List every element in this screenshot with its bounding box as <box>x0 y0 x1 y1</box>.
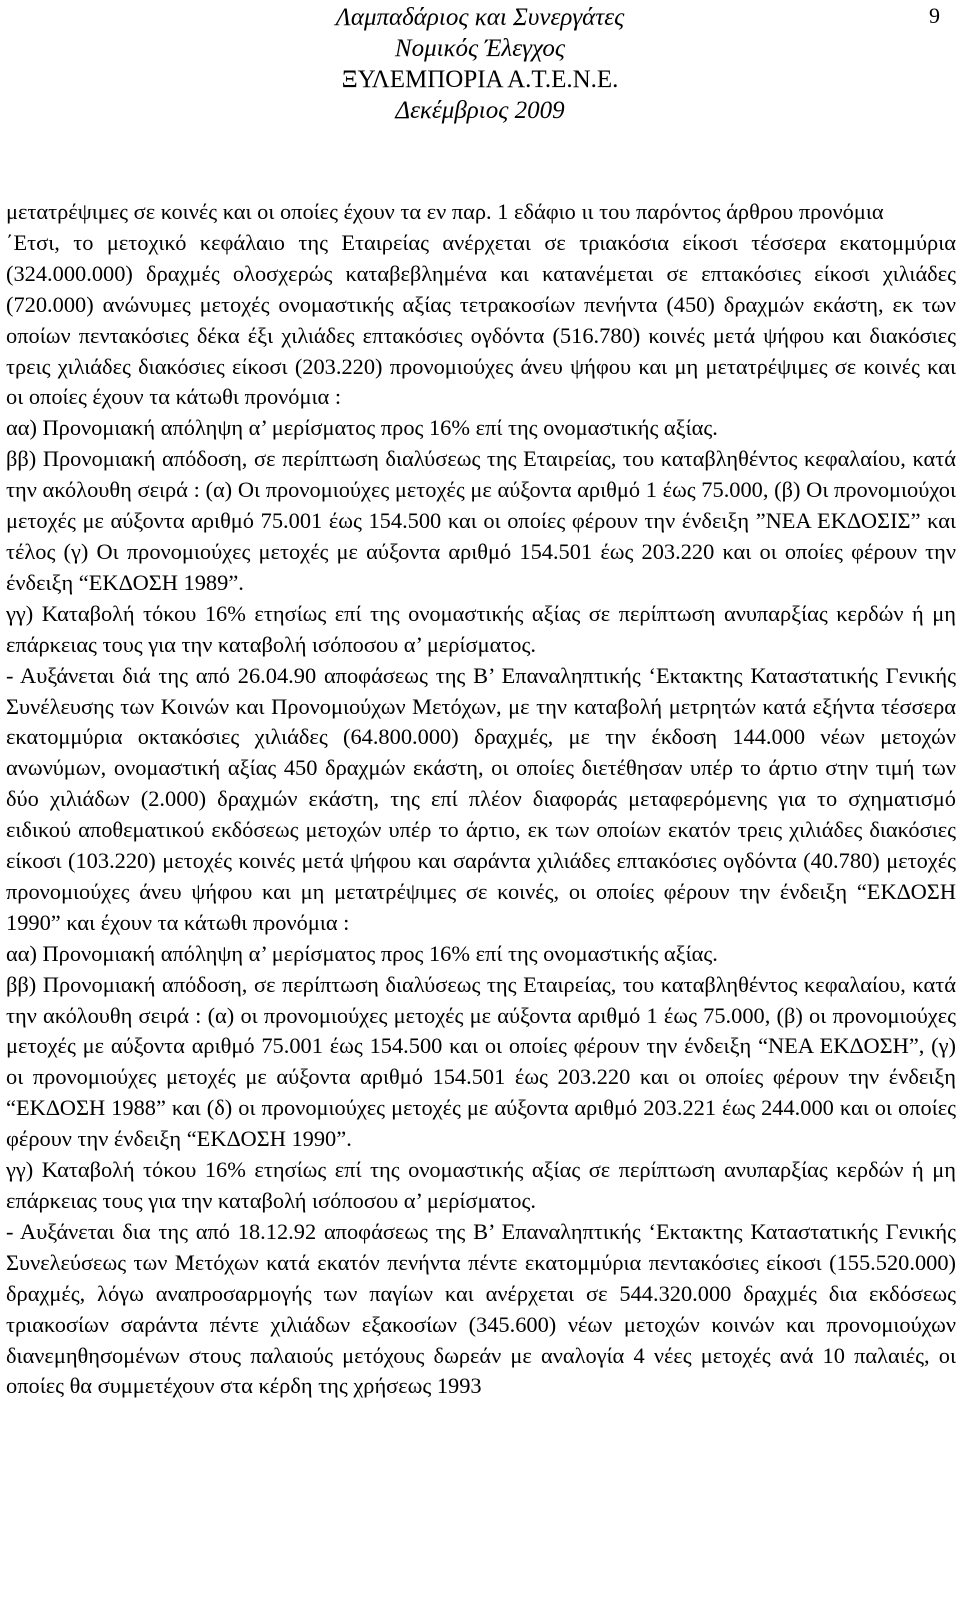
header-report-type: Νομικός Έλεγχος <box>394 35 566 62</box>
paragraph: - Αυξάνεται διά της από 26.04.90 αποφάσεως της Β’ Επαναληπτικής ‘Εκτακτης Καταστατικής Γενικής Συνέλευσης των Κοινών και Προνομιούχων Μετόχων, με την καταβολή μετρητών κατά εξήντα τέσσερα εκατομμύρια οκτακόσιες χιλιάδες (64.800.000) δραχμές, με την έκδοση 144.000 νέων μετοχών ανωνύμων, ονομαστική αξίας 450 δραχμών εκάστη, οι οποίες διετέθησαν υπέρ το άρτιο στην τιμή των δύο χιλιάδων (2.000) δραχμών εκάστη, της επί πλέον διαφοράς μεταφερόμενης για το σχηματισμό ειδικού αποθεματικού εκδόσεως μετοχών υπέρ το άρτιο, εκ των οποίων εκατόν τρεις χιλιάδες διακόσιες είκοσι (103.220) μετοχές κοινές μετά ψήφου και σαράντα χιλιάδες επτακόσιες ογδόντα (40.780) μετοχές προνομιούχες άνευ ψήφου και μη μετατρέψιμες σε κοινές, οι οποίες φέρουν την ένδειξη “ΕΚΔΟΣΗ 1990” και έχουν τα κάτωθι προνόμια : <box>6 662 956 935</box>
header-firm-name: Λαμπαδάριος και Συνεργάτες <box>335 4 625 31</box>
paragraph: ββ) Προνομιακή απόδοση, σε περίπτωση διαλύσεως της Εταιρείας, του καταβληθέντος κεφαλαίου, κατά την ακόλουθη σειρά : (α) Οι προνομιούχες μετοχές με αύξοντα αριθμό 1 έως 75.000, (β) Οι προνομιούχοι μετοχές με αύξοντα αριθμό 75.001 έως 154.500 και οι οποίες φέρουν την ένδειξη ”ΝΕΑ ΕΚΔΟΣΙΣ” και τέλος (γ) Οι προνομιούχες μετοχές με αύξοντα αριθμό 154.501 έως 203.220 και οι οποίες φέρουν την ένδειξη “ΕΚΔΟΣΗ 1989”. <box>6 446 956 595</box>
page-number: 9 <box>929 3 940 28</box>
paragraph: γγ) Καταβολή τόκου 16% ετησίως επί της ονομαστικής αξίας σε περίπτωση ανυπαρξίας κερδών ή μη επάρκειας τους για την καταβολή ισόποσου α’ μερίσματος. <box>6 600 956 657</box>
document-body <box>6 197 956 1402</box>
paragraph: γγ) Καταβολή τόκου 16% ετησίως επί της ονομαστικής αξίας σε περίπτωση ανυπαρξίας κερδών ή μη επάρκειας τους για την καταβολή ισόποσου α’ μερίσματος. <box>6 1157 956 1213</box>
paragraph: αα) Προνομιακή απόληψη α’ μερίσματος προς 16% επί της ονομαστικής αξίας. <box>6 940 718 966</box>
paragraph: μετατρέψιμες σε κοινές και οι οποίες έχουν τα εν παρ. 1 εδάφιο ιι του παρόντος άρθρου προνόμια <box>6 199 884 224</box>
header-date: Δεκέμβριος 2009 <box>395 97 565 124</box>
page-header <box>0 0 960 130</box>
paragraph: ββ) Προνομιακή απόδοση, σε περίπτωση διαλύσεως της Εταιρείας, του καταβληθέντος κεφαλαίου, κατά την ακόλουθη σειρά : (α) οι προνομιούχες μετοχές με αύξοντα αριθμό 1 έως 75.000, (β) οι προνομιούχες μετοχές με αύξοντα αριθμό 75.001 έως 154.500 και οι οποίες φέρουν την ένδειξη “ΝΕΑ ΕΚΔΟΣΗ”, (γ) οι προνομιούχες μετοχές με αύξοντα αριθμό 154.501 έως 203.220 και οι οποίες φέρουν την ένδειξη “ΕΚΔΟΣΗ 1988” και (δ) οι προνομιούχες μετοχές με αύξοντα αριθμό 203.221 έως 244.000 και οι οποίες φέρουν την ένδειξη “ΕΚΔΟΣΗ 1990”. <box>6 971 956 1152</box>
paragraph: ΄Ετσι, το μετοχικό κεφάλαιο της Εταιρείας ανέρχεται σε τριακόσια είκοσι τέσσερα εκατομμύρια (324.000.000) δραχμές ολοσχερώς καταβεβλημένα και κατανέμεται σε επτακόσιες είκοσι χιλιάδες (720.000) ανώνυμες μετοχές ονομαστικής αξίας τετρακοσίων πενήντα (450) δραχμών εκάστη, εκ των οποίων πεντακόσιες δέκα έξι χιλιάδες επτακόσιες ογδόντα (516.780) κοινές μετά ψήφου και διακόσιες τρεις χιλιάδες διακόσιες είκοσι (203.220) προνομιούχες άνευ ψήφου και μη μετατρέψιμες σε κοινές και οι οποίες έχουν τα κάτωθι προνόμια : <box>6 229 956 410</box>
header-block <box>0 2 960 126</box>
paragraph: - Αυξάνεται δια της από 18.12.92 αποφάσεως της Β’ Επαναληπτικής ‘Εκτακτης Καταστατικής Γενικής Συνελεύσεως των Μετόχων κατά εκατόν πενήντα πέντε εκατομμύρια πεντακόσιες είκοσι (155.520.000) δραχμές, λόγω αναπροσαρμογής των παγίων και ανέρχεται σε 544.320.000 δραχμές δια εκδόσεως τριακοσίων σαράντα πέντε χιλιάδων εξακοσίων (345.600) νέων μετοχών κοινών και προνομιούχων διανεμηθησομένων στους παλαιούς μετόχους δωρεάν με αναλογία 4 νέες μετοχές ανά 10 παλαιές, οι οποίες θα συμμετέχουν στα κέρδη της χρήσεως 1993 <box>6 1218 956 1399</box>
paragraph: αα) Προνομιακή απόληψη α’ μερίσματος προς 16% επί της ονομαστικής αξίας. <box>6 415 718 441</box>
header-company-name: ΞΥΛΕΜΠΟΡΙΑ Α.Τ.Ε.Ν.Ε. <box>341 66 619 93</box>
